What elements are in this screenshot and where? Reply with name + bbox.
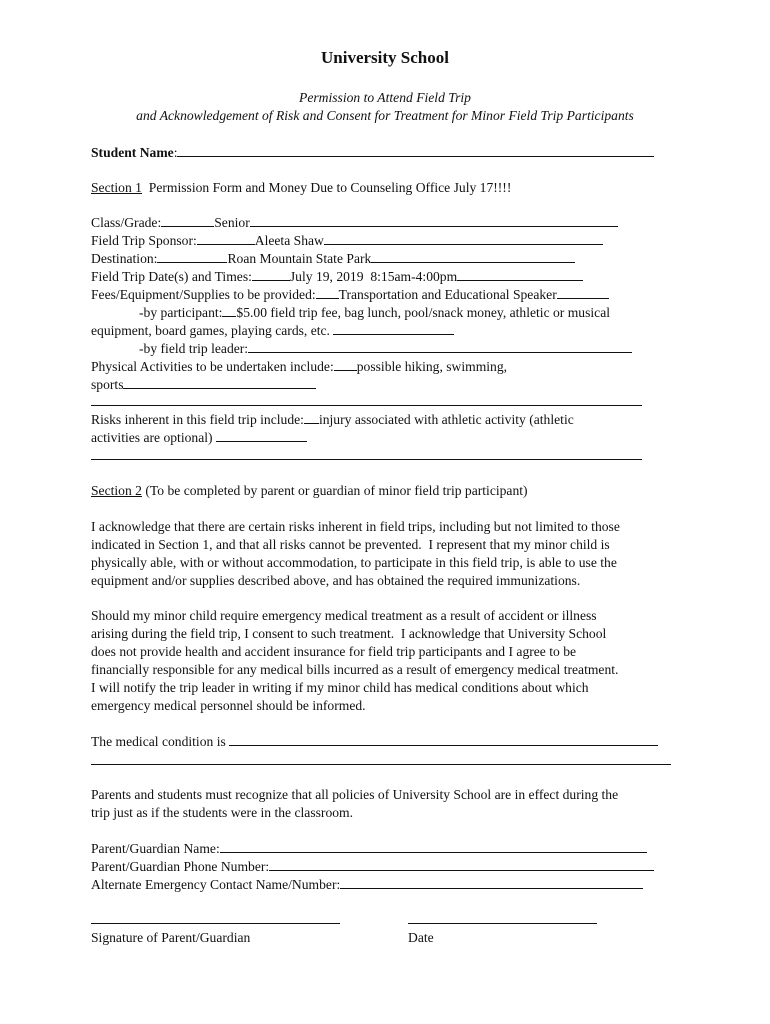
activities-line: Physical Activities to be undertaken include: possible hiking, swimming,: [91, 359, 508, 374]
signature-field[interactable]: [91, 923, 340, 924]
section2-heading: [91, 482, 528, 500]
para1-line: equipment and/or supplies described above, and has obtained the required immunizations.: [91, 573, 581, 588]
sponsor-field[interactable]: [324, 232, 603, 245]
medical-condition-line: The medical condition is: [91, 733, 658, 751]
para2-line: emergency medical personnel should be informed.: [91, 698, 366, 713]
section1-label: Section 1: [91, 180, 142, 195]
parent-name-line: Parent/Guardian Name:: [91, 840, 647, 858]
destination-value: Roan Mountain State Park: [227, 251, 372, 266]
section2-text: (To be completed by parent or guardian of minor field trip participant): [141, 483, 528, 498]
participant-line: -by participant: $5.00 field trip fee, bag lunch, pool/snack money, athletic or musical: [139, 305, 611, 320]
destination-field[interactable]: [371, 250, 575, 263]
medical-condition-blank-line[interactable]: [91, 764, 671, 765]
section2-label: Section 2: [91, 483, 142, 498]
para2-line: does not provide health and accident insurance for field trip participants and I agree to be: [91, 644, 577, 659]
risks-line: Risks inherent in this field trip include: injury associated with athletic activity (athletic: [91, 412, 574, 427]
alt-contact-line: Alternate Emergency Contact Name/Number:: [91, 876, 643, 894]
participant-value: $5.00 field trip fee, bag lunch, pool/snack money, athletic or musical: [236, 305, 611, 320]
class-grade-line: Class/Grade: Senior: [91, 214, 618, 232]
participant-field[interactable]: [333, 322, 454, 335]
sponsor-line: Field Trip Sponsor: Aleeta Shaw: [91, 232, 603, 250]
risks-value: injury associated with athletic activity (athletic: [318, 412, 574, 427]
class-grade-value: Senior: [214, 215, 250, 230]
subtitle-acknowledgement: and Acknowledgement of Risk and Consent for Treatment for Minor Field Trip Participants: [136, 108, 634, 123]
fees-line: Fees/Equipment/Supplies to be provided: Transportation and Educational Speaker: [91, 286, 609, 304]
parent-phone-line: Parent/Guardian Phone Number:: [91, 858, 654, 876]
dates-value: July 19, 2019 8:15am-4:00pm: [289, 269, 458, 284]
fees-field[interactable]: [557, 286, 609, 299]
para1-line: indicated in Section 1, and that all risks cannot be prevented. I represent that my minor child is: [91, 537, 610, 552]
alt-contact-field[interactable]: [340, 876, 643, 889]
para2-line: I will notify the trip leader in writing if my minor child has medical conditions about which: [91, 680, 589, 695]
activities-blank-line[interactable]: [91, 405, 642, 406]
activities-value: possible hiking, swimming,: [356, 359, 508, 374]
section1-text: Permission Form and Money Due to Counseling Office July 17!!!!: [141, 180, 512, 195]
destination-line: Destination: Roan Mountain State Park: [91, 250, 575, 268]
para2-line: arising during the field trip, I consent to such treatment. I acknowledge that University School: [91, 626, 607, 641]
signature-label: Signature of Parent/Guardian: [91, 930, 251, 945]
leader-field[interactable]: [248, 340, 632, 353]
para2-line: financially responsible for any medical bills incurred as a result of emergency medical treatment.: [91, 662, 619, 677]
subtitle-permission: Permission to Attend Field Trip: [299, 90, 471, 105]
medical-condition-field[interactable]: [229, 733, 658, 746]
dates-field[interactable]: [457, 268, 583, 281]
para1-line: I acknowledge that there are certain risks inherent in field trips, including but not limited to those: [91, 519, 620, 534]
page-title: University School: [321, 48, 449, 67]
risks-field[interactable]: [216, 429, 307, 442]
para3-line: trip just as if the students were in the classroom.: [91, 805, 354, 820]
sports-field[interactable]: [123, 376, 316, 389]
risks-line-2: activities are optional): [91, 429, 307, 447]
student-name-field[interactable]: [177, 144, 654, 157]
activities-line-2: sports: [91, 376, 316, 394]
section1-heading: [91, 179, 511, 197]
date-label: Date: [408, 930, 434, 945]
date-field[interactable]: [408, 923, 597, 924]
dates-line: Field Trip Date(s) and Times: July 19, 2019 8:15am-4:00pm: [91, 268, 583, 286]
participant-line-2: equipment, board games, playing cards, etc.: [91, 322, 454, 340]
sponsor-value: Aleeta Shaw: [254, 233, 324, 248]
class-grade-field[interactable]: [250, 214, 618, 227]
student-name-label: Student Name: [91, 145, 174, 160]
risks-blank-line[interactable]: [91, 459, 642, 460]
para1-line: physically able, with or without accommodation, to participate in this field trip, is able to use the: [91, 555, 617, 570]
para2-line: Should my minor child require emergency medical treatment as a result of accident or illness: [91, 608, 597, 623]
fees-value: Transportation and Educational Speaker: [338, 287, 557, 302]
leader-line: -by field trip leader:: [139, 340, 632, 358]
student-name-line: Student Name:: [91, 144, 654, 162]
parent-phone-field[interactable]: [269, 858, 654, 871]
parent-name-field[interactable]: [220, 840, 647, 853]
para3-line: Parents and students must recognize that all policies of University School are in effect during the: [91, 787, 619, 802]
